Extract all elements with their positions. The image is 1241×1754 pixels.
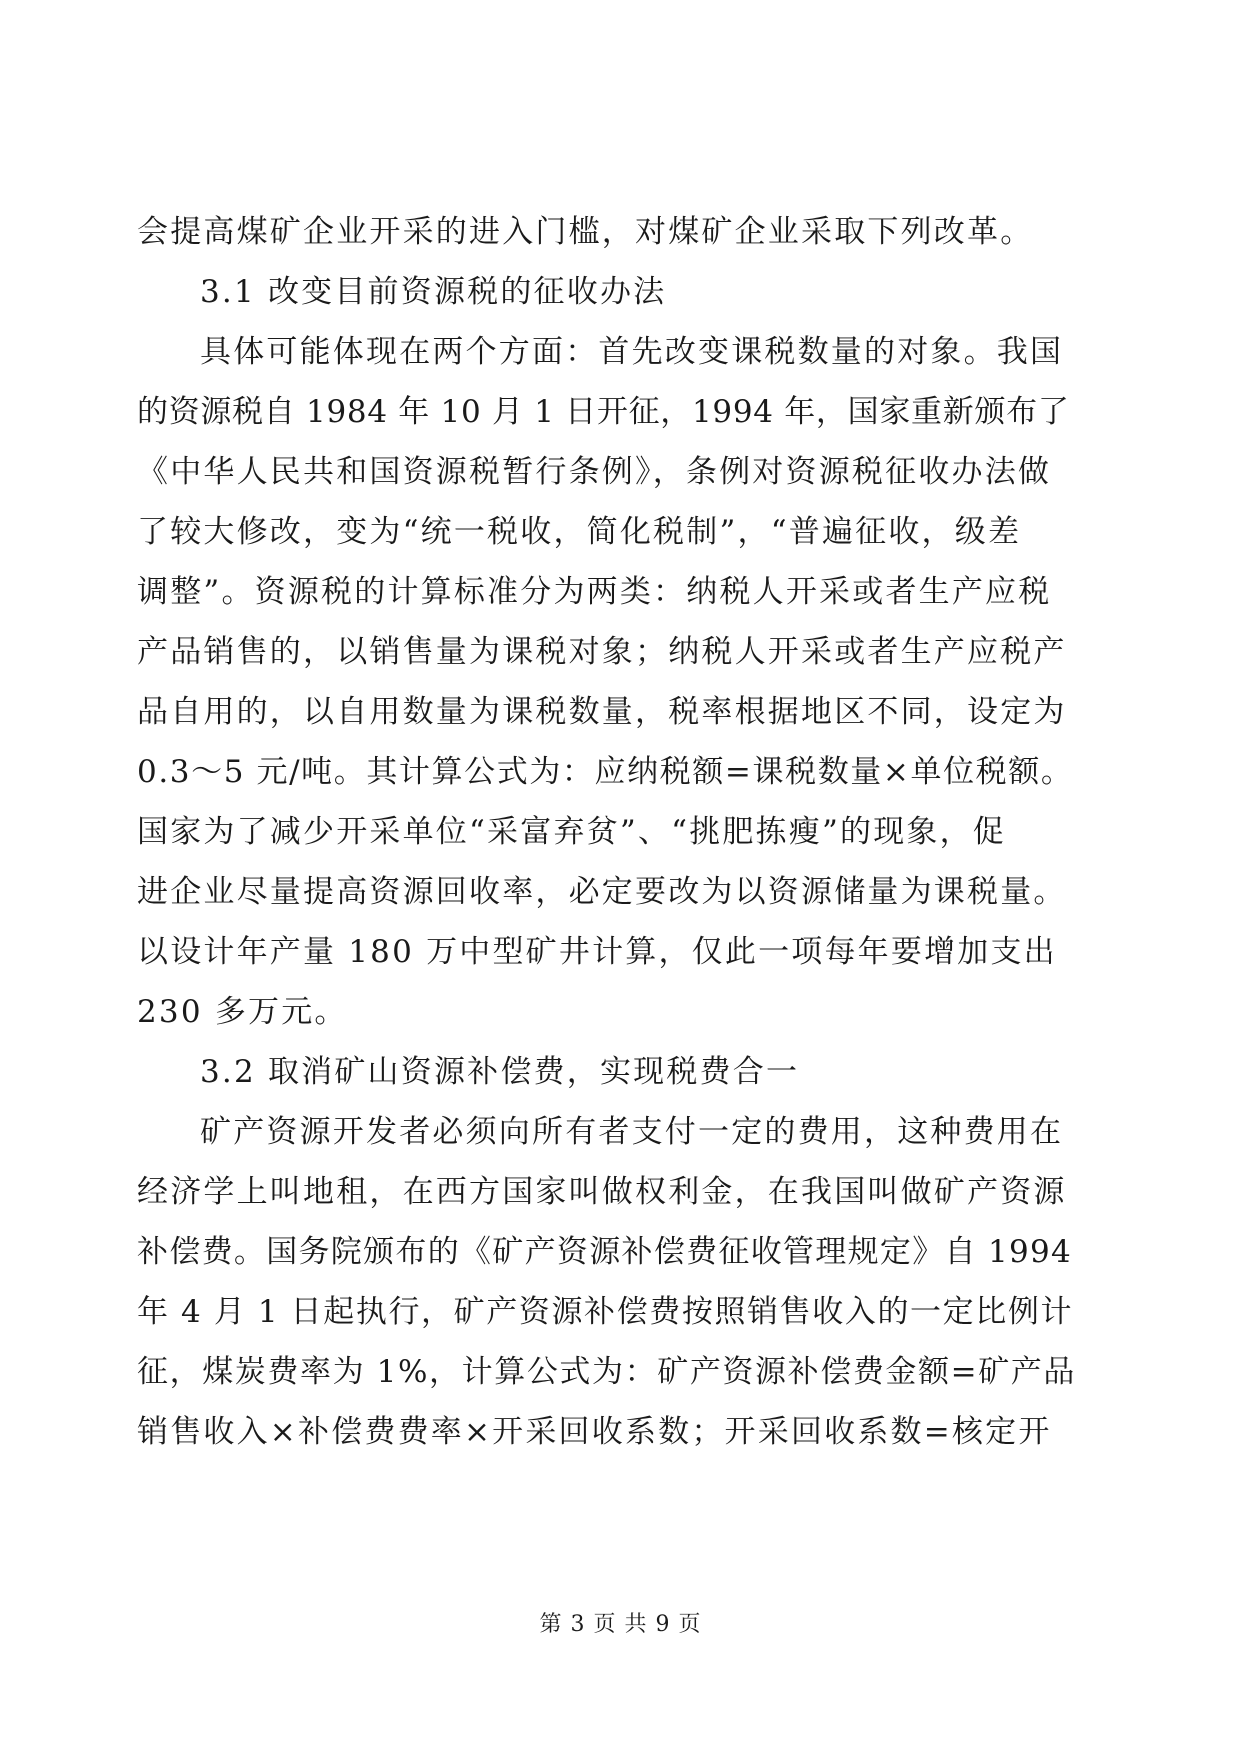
section-heading-3-2: 3.2 取消矿山资源补偿费，实现税费合一 (200, 1054, 800, 1090)
text-line-19: 年 4 月 1 日起执行，矿产资源补偿费按照销售收入的一定比例计 (137, 1294, 1074, 1330)
text-line-1: 会提高煤矿企业开采的进入门槛，对煤矿企业采取下列改革。 (137, 214, 1034, 250)
page-number-footer: 第 3 页 共 9 页 (539, 1612, 702, 1637)
text-line-12: 进企业尽量提高资源回收率，必定要改为以资源储量为课税量。 (137, 874, 1067, 910)
text-line-10: 0.3～5 元/吨。其计算公式为：应纳税额=课税数量×单位税额。 (137, 754, 1074, 790)
text-line-11: 国家为了减少开采单位“采富弃贫”、“挑肥拣瘦”的现象，促 (137, 814, 1006, 850)
text-line-7: 调整”。资源税的计算标准分为两类：纳税人开采或者生产应税 (137, 574, 1052, 610)
text-line-6: 了较大修改，变为“统一税收，简化税制”，“普遍征收，级差 (137, 514, 1022, 550)
text-line-21: 销售收入×补偿费费率×开采回收系数；开采回收系数=核定开 (137, 1414, 1052, 1450)
text-line-3: 具体可能体现在两个方面：首先改变课税数量的对象。我国 (200, 334, 1064, 370)
section-heading-3-1: 3.1 改变目前资源税的征收办法 (200, 274, 667, 310)
text-line-16: 矿产资源开发者必须向所有者支付一定的费用，这种费用在 (200, 1114, 1064, 1150)
text-line-17: 经济学上叫地租，在西方国家叫做权利金，在我国叫做矿产资源 (137, 1174, 1067, 1210)
text-line-14: 230 多万元。 (137, 994, 348, 1030)
text-line-20: 征，煤炭费率为 1%，计算公式为：矿产资源补偿费金额=矿产品 (137, 1354, 1077, 1390)
text-line-4: 的资源税自 1984 年 10 月 1 日开征，1994 年，国家重新颁布了 (137, 394, 1070, 430)
text-line-13: 以设计年产量 180 万中型矿井计算，仅此一项每年要增加支出 (137, 934, 1057, 970)
text-line-5: 《中华人民共和国资源税暂行条例》，条例对资源税征收办法做 (137, 454, 1052, 490)
text-line-18: 补偿费。国务院颁布的《矿产资源补偿费征收管理规定》自 1994 (137, 1234, 1073, 1270)
text-line-9: 品自用的，以自用数量为课税数量，税率根据地区不同，设定为 (137, 694, 1067, 730)
text-line-8: 产品销售的，以销售量为课税对象；纳税人开采或者生产应税产 (137, 634, 1067, 670)
